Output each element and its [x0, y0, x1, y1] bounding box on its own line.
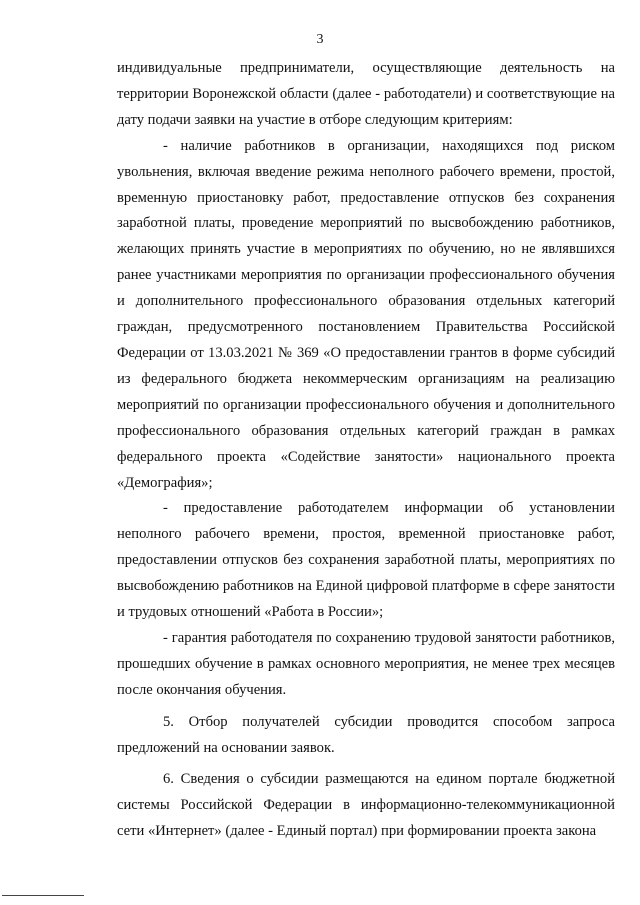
paragraph-criterion-employer-information: - предоставление работодателем информации об установлении неполного рабочего времени, простоя, временной приостановке работ, предоставлении отпусков без сохранения заработной платы, мероприятиях по высвобождению работников на Единой цифровой платформе в сфере занятости и трудовых отношений «Работа в России»; [117, 500, 615, 621]
paragraph-item-6: 6. Сведения о субсидии размещаются на едином портале бюджетной системы Российской Федерации в информационно-телекоммуникационной сети «Интернет» (далее - Единый портал) при формировании проекта закона [117, 771, 615, 840]
paragraph-criteria-intro: индивидуальные предприниматели, осуществляющие деятельность на территории Воронежской области (далее - работодатели) и соответствующие на дату подачи заявки на участие в отборе следующим критериям: [117, 60, 615, 128]
paragraph-criterion-employment-guarantee: - гарантия работодателя по сохранению трудовой занятости работников, прошедших обучение в рамках основного мероприятия, не менее трех месяцев после окончания обучения. [117, 629, 615, 698]
paragraph-criterion-staff-at-risk: - наличие работников в организации, находящихся под риском увольнения, включая введение режима неполного рабочего времени, простой, временную приостановку работ, предоставление отпусков без сохранения заработной платы, проведение мероприятий по высвобождению работников, желающих принять участие в мероприятиях по обучению, но не являвшихся ранее участниками мероприятия по организации профессионального обучения и дополнительного профессионального образования отдельных категорий граждан, предусмотренного постановлением Правительства Российской Федерации от 13.03.2021 № 369 «О предоставлении грантов в форме субсидий из федерального бюджета некоммерческим организациям на реализацию мероприятий по организации профессионального обучения и дополнительного профессионального образования отдельных категорий граждан в рамках федерального проекта «Содействие занятости» национального проекта «Демография»; [117, 137, 615, 491]
page-number: 3 [316, 32, 324, 47]
paragraph-item-5: 5. Отбор получателей субсидии проводится способом запроса предложений на основании заявок. [117, 713, 615, 756]
edge-line [2, 895, 84, 896]
document-body [117, 56, 615, 845]
